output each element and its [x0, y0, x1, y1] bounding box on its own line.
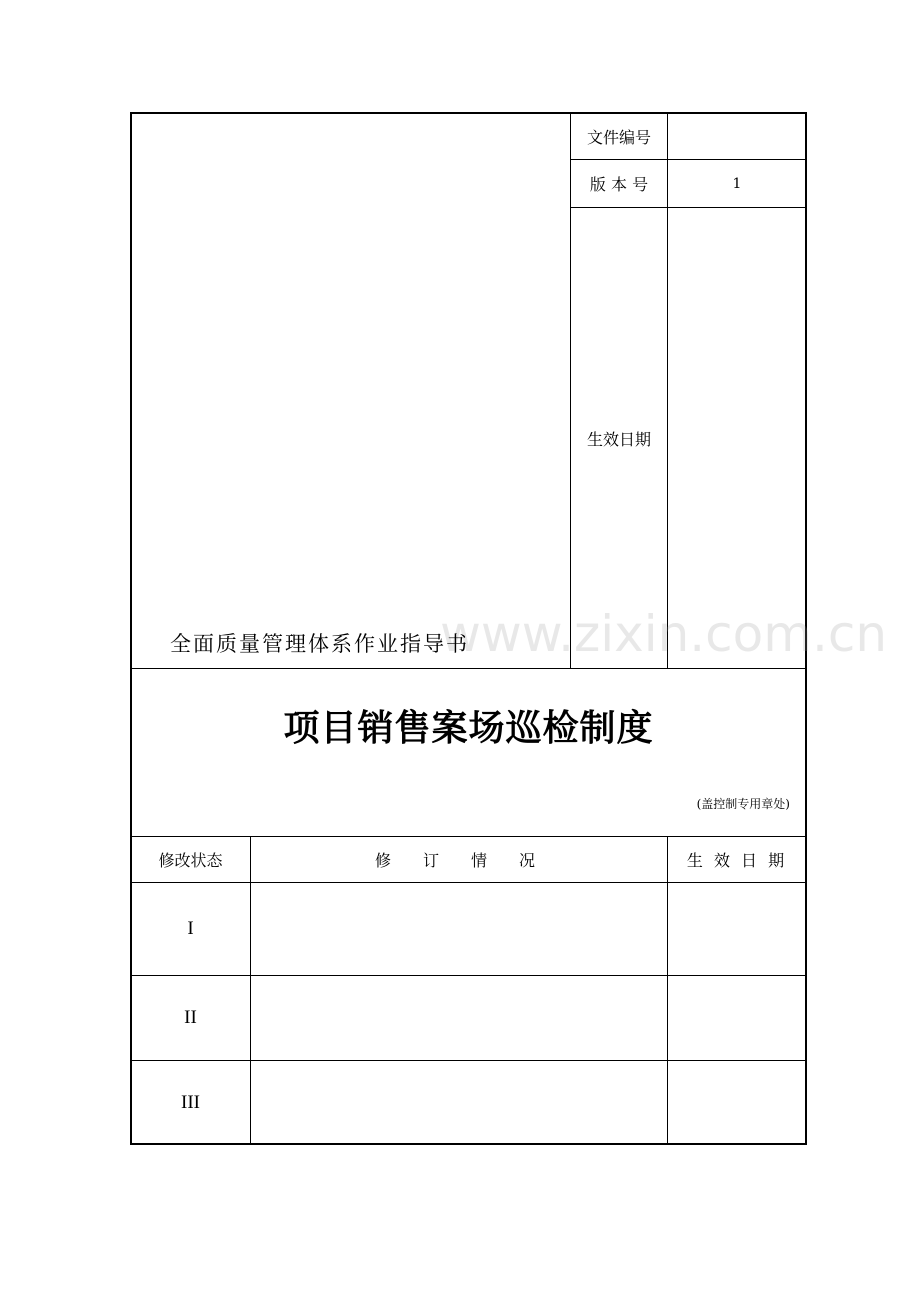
revision-status-cell: III [181, 1091, 200, 1113]
revision-date-cell [668, 976, 806, 1060]
system-title: 全面质量管理体系作业指导书 [170, 632, 469, 656]
file-number-label: 文件编号 [586, 127, 651, 147]
stamp-note: (盖控制专用章处) [696, 797, 790, 811]
revision-status-header: 修改状态 [158, 851, 223, 870]
revision-status-cell: I [187, 918, 194, 939]
version-value: 1 [732, 175, 742, 192]
version-label: 版 本 号 [589, 175, 649, 194]
revision-details-header: 修 订 情 况 [374, 851, 543, 870]
revision-date-cell [668, 1061, 806, 1144]
watermark: www.zixin.com.cn [440, 605, 888, 663]
revision-details-cell [251, 883, 667, 975]
effective-date-value [668, 208, 806, 668]
revision-status-cell: II [184, 1007, 197, 1028]
revision-date-cell [668, 883, 806, 975]
revision-details-cell [251, 1061, 667, 1144]
file-number-value [668, 113, 806, 159]
header-bottom-divider [130, 668, 807, 669]
effective-date-label: 生效日期 [586, 429, 651, 449]
revision-date-header: 生 效 日 期 [686, 851, 788, 870]
document-title: 项目销售案场巡检制度 [283, 708, 654, 749]
revision-details-cell [251, 976, 667, 1060]
